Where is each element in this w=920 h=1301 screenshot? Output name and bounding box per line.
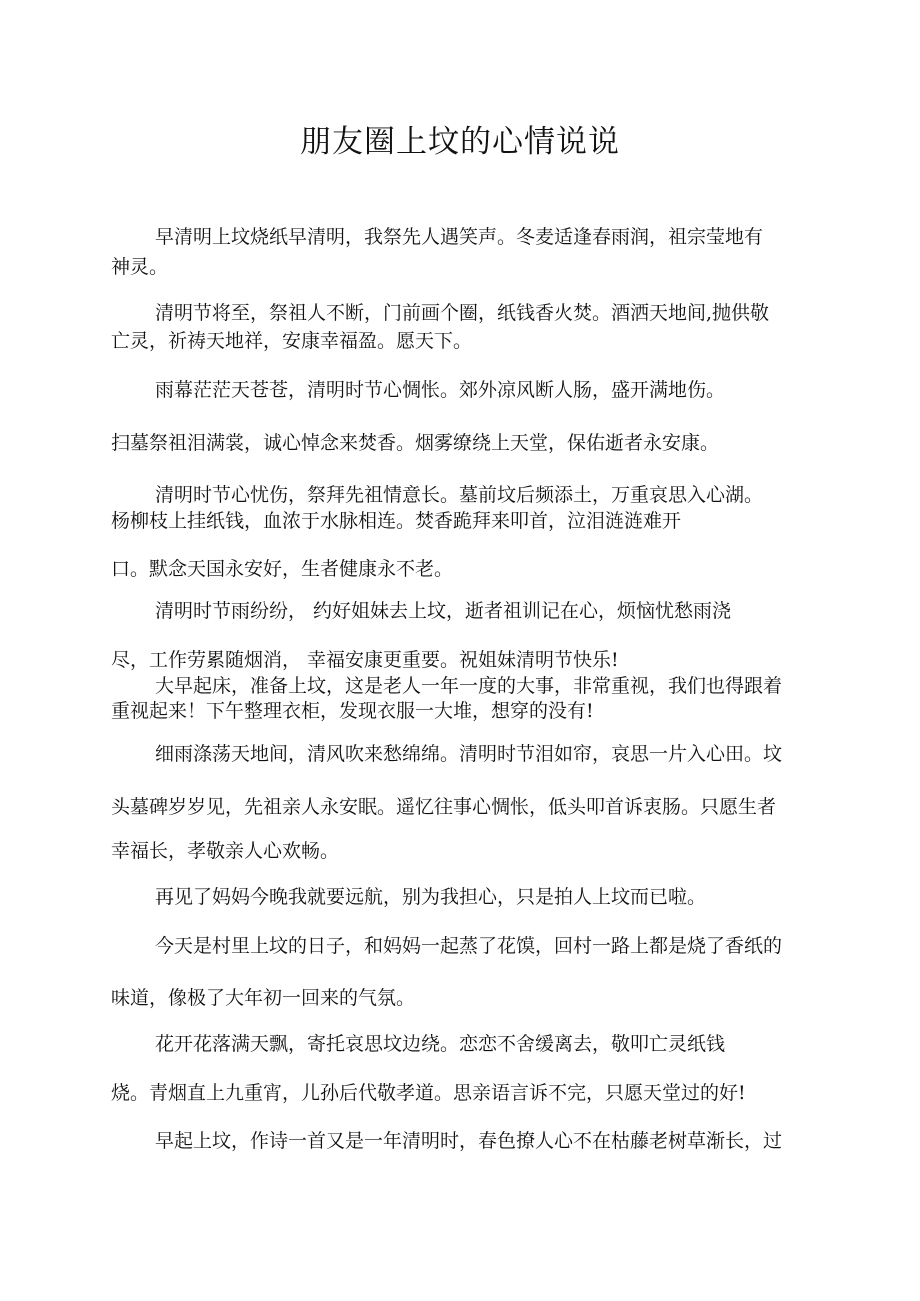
text-line: 烧。青烟直上九重宵，儿孙后代敬孝道。思亲语言诉不完，只愿天堂过的好! [111,1082,746,1104]
text-line: 口。默念天国永安好，生者健康永不老。 [111,558,454,580]
page-title: 朋友圈上坟的心情说说 [300,124,620,160]
text-line: 头墓碑岁岁见，先祖亲人永安眠。遥忆往事心惆怅，低头叩首诉衷肠。只愿生者 [111,796,777,818]
text-line: 细雨涤荡天地间，清风吹来愁绵绵。清明时节泪如帘，哀思一片入心田。坟 [155,743,783,765]
text-line: 早清明上坟烧纸早清明，我祭先人遇笑声。冬麦适逢春雨润，祖宗莹地有 [155,226,764,248]
text-line: 早起上坟，作诗一首又是一年清明时，春色撩人心不在枯藤老树草渐长，过 [155,1130,783,1152]
text-line: 花开花落满天飘，寄托哀思坟边绕。恋恋不舍缓离去，敬叩亡灵纸钱 [155,1033,726,1055]
text-line: 大早起床，准备上坟，这是老人一年一度的大事，非常重视，我们也得跟着 [155,675,783,697]
text-line: 清明节将至，祭祖人不断，门前画个圈，纸钱香火焚。酒洒天地间,抛供敬 [155,302,770,324]
text-line: 神灵。 [111,256,169,278]
text-line: 今天是村里上坟的日子，和妈妈一起蒸了花馍，回村一路上都是烧了香纸的 [155,935,783,957]
text-line: 尽，工作劳累随烟消， 幸福安康更重要。祝姐妹清明节快乐! [111,649,619,671]
text-line: 亡灵，祈祷天地祥，安康幸福盈。愿天下。 [111,330,473,352]
text-line: 幸福长，孝敬亲人心欢畅。 [111,840,340,862]
text-line: 清明时节雨纷纷， 约好姐妹去上坟，逝者祖训记在心，烦恼忧愁雨浇 [155,600,732,622]
text-line: 重视起来！下午整理衣柜，发现衣服一大堆，想穿的没有! [111,700,594,722]
text-line: 扫墓祭祖泪满裳，诚心悼念来焚香。烟雾缭绕上天堂，保佑逝者永安康。 [111,432,720,454]
text-line: 味道，像极了大年初一回来的气氛。 [111,987,416,1009]
text-line: 杨柳枝上挂纸钱，血浓于水脉相连。焚香跪拜来叩首，泣泪涟涟难开 [111,510,682,532]
text-line: 再见了妈妈今晚我就要远航，别为我担心，只是拍人上坟而已啦。 [155,886,707,908]
text-line: 雨幕茫茫天苍苍，清明时节心惆怅。郊外凉风断人肠，盛开满地伤。 [155,379,726,401]
text-line: 清明时节心忧伤，祭拜先祖情意长。墓前坟后频添土，万重哀思入心湖。 [155,484,764,506]
